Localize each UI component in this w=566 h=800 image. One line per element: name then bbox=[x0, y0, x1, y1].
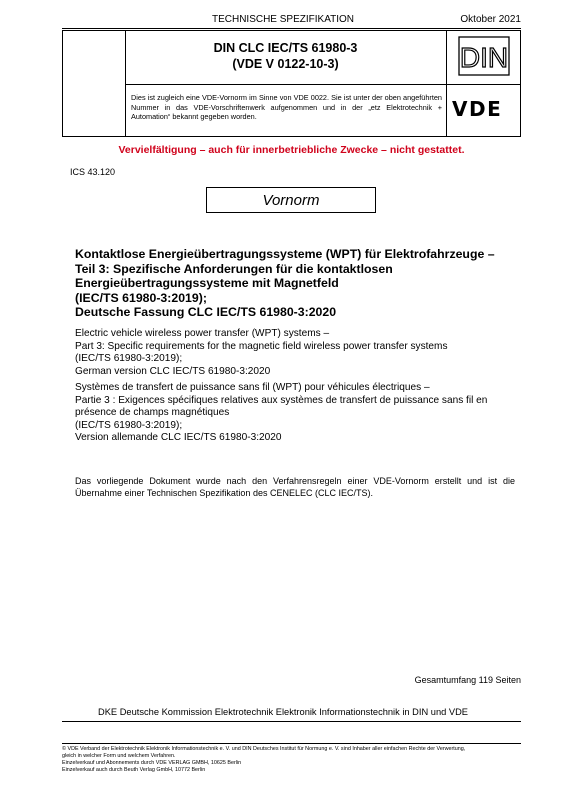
title-french bbox=[75, 382, 525, 445]
title-line: (IEC/TS 61980-3:2019); bbox=[75, 419, 183, 431]
status-label: Vornorm bbox=[262, 191, 320, 209]
document-id-din: DIN CLC IEC/TS 61980-3 bbox=[213, 41, 358, 55]
title-line: Version allemande CLC IEC/TS 61980-3:2020 bbox=[75, 432, 282, 444]
title-line: Partie 3 : Exigences spécifiques relatives aux systèmes de transfert de puissance sans fil en bbox=[75, 394, 488, 406]
fine-print-line: © VDE Verband der Elektrotechnik Elektronik Informationstechnik e. V. und DIN Deutsches Institut für Normung e. V. sind Inhaber aller einfachen Rechte der Verwertung, bbox=[62, 746, 466, 752]
title-line: Kontaktlose Energieübertragungssysteme (WPT) für Elektrofahrzeuge – bbox=[75, 247, 495, 261]
header-divider-horizontal bbox=[125, 84, 521, 85]
fine-print-line: Einzelverkauf auch durch Beuth Verlag GmbH, 10772 Berlin bbox=[62, 767, 206, 773]
document-type: TECHNISCHE SPEZIFIKATION bbox=[211, 14, 355, 25]
title-line: Deutsche Fassung CLC IEC/TS 61980-3:2020 bbox=[75, 305, 337, 320]
svg-text:DIN: DIN bbox=[459, 42, 509, 73]
title-line: Part 3: Specific requirements for the magnetic field wireless power transfer systems bbox=[75, 340, 448, 352]
copy-warning: Vervielfältigung – auch für innerbetriebliche Zwecke – nicht gestattet. bbox=[118, 144, 465, 156]
title-english bbox=[75, 328, 525, 378]
title-line: Systèmes de transfert de puissance sans fil (WPT) pour véhicules électriques – bbox=[75, 382, 430, 393]
bottom-divider bbox=[62, 721, 521, 722]
title-line: présence de champs magnétiques bbox=[75, 407, 230, 419]
total-pages: Gesamtumfang 119 Seiten bbox=[414, 675, 521, 685]
fine-print-line: gleich in welcher Form und welchem Verfahren. bbox=[62, 753, 176, 759]
dke-line: DKE Deutsche Kommission Elektrotechnik Elektronik Informationstechnik in DIN und VDE bbox=[98, 707, 468, 717]
fine-print bbox=[62, 746, 522, 774]
vde-note: Dies ist zugleich eine VDE-Vornorm im Sinne von VDE 0022. Sie ist unter der oben angeführten Nummer in das VDE-Vorschriftenwerk aufgenommen und in der „etz Elektrotechnik + Automation“ bekannt gegeben worden. bbox=[131, 93, 442, 122]
footer-divider bbox=[62, 743, 521, 744]
title-line: German version CLC IEC/TS 61980-3:2020 bbox=[75, 365, 271, 377]
document-id bbox=[125, 40, 446, 72]
publication-date: Oktober 2021 bbox=[460, 14, 521, 25]
title-line: Electric vehicle wireless power transfer (WPT) systems – bbox=[75, 328, 330, 339]
din-logo bbox=[458, 36, 510, 76]
document-id-vde: (VDE V 0122-10-3) bbox=[232, 57, 339, 71]
title-line: Teil 3: Spezifische Anforderungen für die kontaktlosen bbox=[75, 261, 393, 276]
procedure-statement: Das vorliegende Dokument wurde nach den Verfahrensregeln einer VDE-Vornorm erstellt und ist die Übernahme einer Technischen Spezifikation des CENELEC (CLC IEC/TS). bbox=[75, 476, 515, 498]
title-line: Energieübertragungssysteme mit Magnetfeld bbox=[75, 276, 339, 291]
vde-logo: VDE bbox=[452, 97, 503, 121]
title-line: (IEC/TS 61980-3:2019); bbox=[75, 290, 207, 305]
title-german bbox=[75, 247, 525, 320]
fine-print-line: Einzelverkauf und Abonnements durch VDE VERLAG GMBH, 10625 Berlin bbox=[62, 760, 242, 766]
top-divider bbox=[62, 28, 521, 29]
ics-code: ICS 43.120 bbox=[70, 167, 116, 177]
title-line: (IEC/TS 61980-3:2019); bbox=[75, 353, 183, 365]
status-box bbox=[206, 187, 376, 213]
